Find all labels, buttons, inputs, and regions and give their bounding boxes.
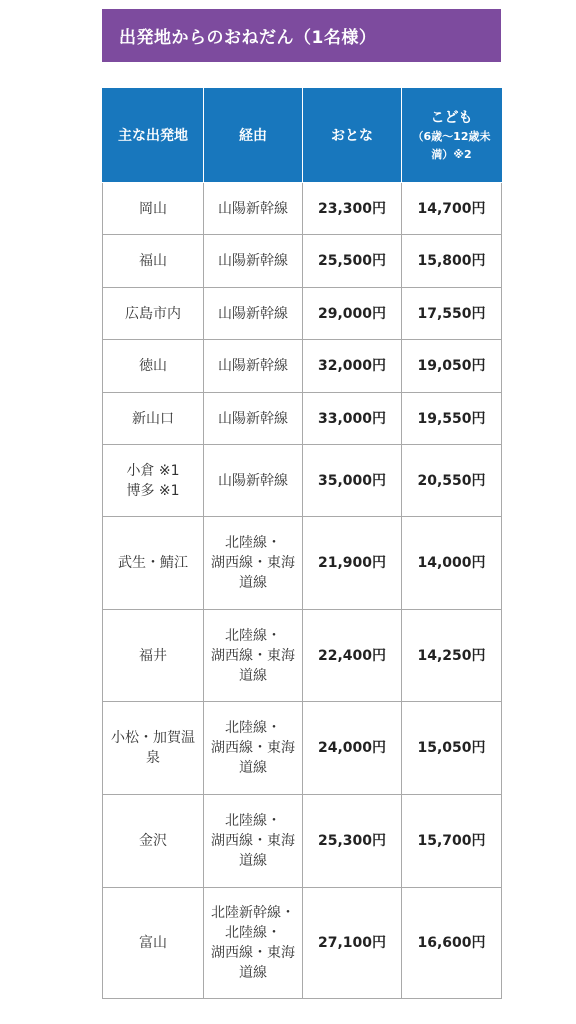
header-route: 経由 bbox=[204, 89, 303, 183]
adult-price-cell: 25,300円 bbox=[303, 795, 402, 888]
adult-price-cell: 24,000円 bbox=[303, 702, 402, 795]
route-text: 道線 bbox=[239, 575, 267, 591]
route-text: 北陸線・ bbox=[225, 627, 281, 644]
table-row bbox=[103, 393, 502, 445]
origin-cell bbox=[103, 393, 204, 445]
table-row bbox=[103, 288, 502, 340]
origin-cell bbox=[103, 183, 204, 235]
origin-text: 金沢 bbox=[139, 833, 167, 849]
adult-price-cell: 22,400円 bbox=[303, 610, 402, 702]
header-adult: おとな bbox=[303, 89, 402, 183]
route-text: 北陸新幹線・ bbox=[211, 905, 295, 921]
route-text: 湖西線・東海 bbox=[211, 740, 295, 756]
route-cell bbox=[204, 393, 303, 445]
adult-price-cell: 21,900円 bbox=[303, 517, 402, 610]
child-price-cell: 16,600円 bbox=[402, 888, 502, 999]
child-price-cell: 14,250円 bbox=[402, 610, 502, 702]
route-text: 山陽新幹線 bbox=[218, 200, 288, 217]
origin-text: 新山口 bbox=[132, 410, 174, 427]
origin-cell bbox=[103, 795, 204, 888]
header-row bbox=[103, 89, 502, 183]
origin-text: 泉 bbox=[146, 750, 160, 766]
route-text: 山陽新幹線 bbox=[218, 358, 288, 374]
origin-text: 富山 bbox=[139, 935, 167, 951]
table-row bbox=[103, 340, 502, 393]
route-text: 北陸線・ bbox=[225, 720, 281, 736]
header-child-note-line-1: （6歳～12歳未 bbox=[412, 129, 491, 143]
child-price-cell: 17,550円 bbox=[402, 288, 502, 340]
route-text: 山陽新幹線 bbox=[218, 472, 288, 489]
header-child bbox=[402, 89, 502, 183]
header-child-note-line-2: 満）※2 bbox=[431, 147, 472, 161]
route-cell bbox=[204, 888, 303, 999]
fare-table-body bbox=[103, 183, 502, 999]
route-cell bbox=[204, 702, 303, 795]
table-row bbox=[103, 235, 502, 288]
table-row bbox=[103, 888, 502, 999]
child-price-cell: 15,800円 bbox=[402, 235, 502, 288]
origin-text: 武生・鯖江 bbox=[118, 555, 188, 571]
origin-cell bbox=[103, 702, 204, 795]
page-title: 出発地からのおねだん（1名様） bbox=[119, 28, 377, 48]
adult-price-cell: 29,000円 bbox=[303, 288, 402, 340]
origin-text: 博多 ※1 bbox=[126, 482, 180, 499]
route-cell bbox=[204, 183, 303, 235]
route-text: 山陽新幹線 bbox=[218, 410, 288, 427]
adult-price-cell: 25,500円 bbox=[303, 235, 402, 288]
origin-cell bbox=[103, 610, 204, 702]
route-text: 山陽新幹線 bbox=[218, 253, 288, 269]
adult-price-cell: 32,000円 bbox=[303, 340, 402, 393]
origin-cell bbox=[103, 517, 204, 610]
route-text: 北陸線・ bbox=[225, 925, 281, 941]
fare-table bbox=[102, 88, 502, 999]
header-child-label: こども bbox=[430, 109, 473, 126]
header-origin: 主な出発地 bbox=[103, 89, 204, 183]
page-title-bar bbox=[102, 9, 501, 62]
adult-price-cell: 23,300円 bbox=[303, 183, 402, 235]
route-text: 北陸線・ bbox=[225, 535, 281, 551]
child-price-cell: 20,550円 bbox=[402, 445, 502, 517]
route-text: 道線 bbox=[239, 853, 267, 869]
route-cell bbox=[204, 288, 303, 340]
origin-text: 小松・加賀温 bbox=[111, 730, 195, 746]
route-text: 道線 bbox=[239, 760, 267, 776]
route-text: 湖西線・東海 bbox=[211, 555, 295, 571]
origin-text: 小倉 ※1 bbox=[126, 462, 180, 479]
table-row bbox=[103, 445, 502, 517]
route-cell bbox=[204, 340, 303, 393]
child-price-cell: 19,050円 bbox=[402, 340, 502, 393]
child-price-cell: 14,700円 bbox=[402, 183, 502, 235]
fare-table-header bbox=[103, 89, 502, 183]
origin-text: 福井 bbox=[139, 647, 167, 664]
origin-cell bbox=[103, 445, 204, 517]
child-price-cell: 14,000円 bbox=[402, 517, 502, 610]
origin-text: 広島市内 bbox=[125, 305, 181, 322]
origin-text: 徳山 bbox=[139, 358, 167, 374]
route-cell bbox=[204, 795, 303, 888]
origin-cell bbox=[103, 888, 204, 999]
origin-cell bbox=[103, 340, 204, 393]
origin-cell bbox=[103, 288, 204, 340]
origin-text: 福山 bbox=[139, 253, 167, 269]
route-cell bbox=[204, 610, 303, 702]
child-price-cell: 15,700円 bbox=[402, 795, 502, 888]
origin-cell bbox=[103, 235, 204, 288]
route-text: 湖西線・東海 bbox=[211, 647, 295, 664]
route-text: 道線 bbox=[239, 667, 267, 684]
child-price-cell: 15,050円 bbox=[402, 702, 502, 795]
table-row bbox=[103, 702, 502, 795]
table-row bbox=[103, 517, 502, 610]
adult-price-cell: 33,000円 bbox=[303, 393, 402, 445]
child-price-cell: 19,550円 bbox=[402, 393, 502, 445]
adult-price-cell: 35,000円 bbox=[303, 445, 402, 517]
route-text: 北陸線・ bbox=[225, 813, 281, 829]
table-row bbox=[103, 610, 502, 702]
route-text: 山陽新幹線 bbox=[218, 305, 288, 322]
route-cell bbox=[204, 517, 303, 610]
route-cell bbox=[204, 445, 303, 517]
origin-text: 岡山 bbox=[139, 200, 167, 217]
route-text: 湖西線・東海 bbox=[211, 945, 295, 961]
route-text: 道線 bbox=[239, 965, 267, 981]
route-text: 湖西線・東海 bbox=[211, 833, 295, 849]
table-row bbox=[103, 795, 502, 888]
table-row bbox=[103, 183, 502, 235]
route-cell bbox=[204, 235, 303, 288]
adult-price-cell: 27,100円 bbox=[303, 888, 402, 999]
